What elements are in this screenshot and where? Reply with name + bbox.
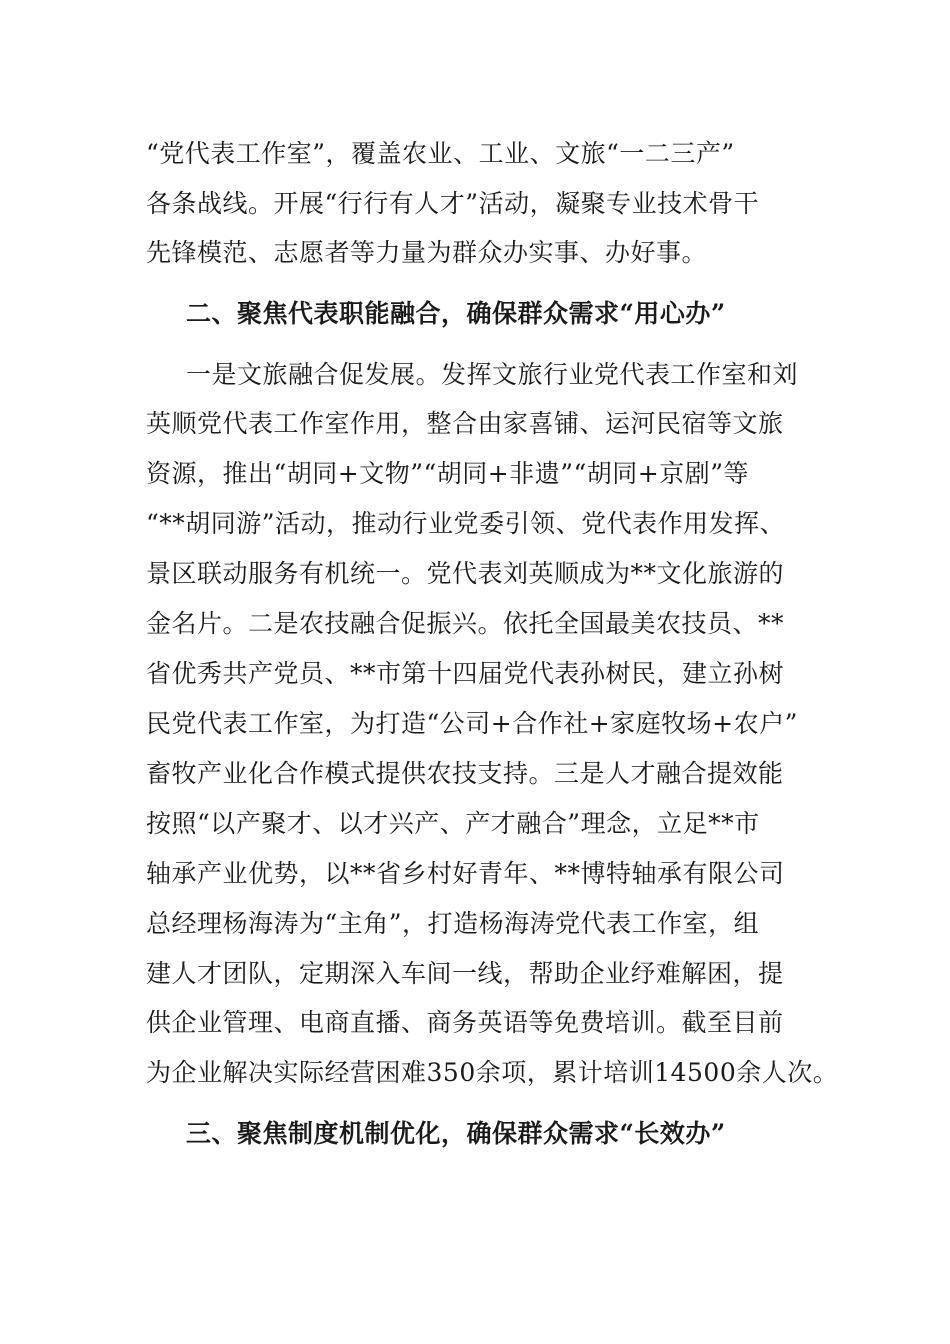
intro-line-1: “党代表工作室”，覆盖农业、工业、文旅“一二三产”	[146, 139, 735, 168]
section-2-line-9: 畜牧产业化合作模式提供农技支持。三是人才融合提效能	[146, 759, 784, 788]
section-2-line-7: 省优秀共产党员、**市第十四届党代表孙树民，建立孙树	[146, 659, 785, 688]
section-2-line-10: 按照“以产聚才、以才兴产、产才融合”理念，立足**市	[146, 809, 760, 838]
section-2-line-12: 总经理杨海涛为“主角”，打造杨海涛党代表工作室，组	[146, 909, 760, 938]
section-2-line-3: 资源，推出“胡同+文物”“胡同+非遗”“胡同+京剧”等	[146, 459, 750, 488]
section-2-line-4: “**胡同游”活动，推动行业党委引领、党代表作用发挥、	[146, 509, 786, 538]
section-3-heading: 三、聚焦制度机制优化，确保群众需求“长效办”	[186, 1119, 726, 1148]
intro-line-2: 各条战线。开展“行行有人才”活动，凝聚专业技术骨干	[146, 189, 760, 218]
intro-line-3: 先锋模范、志愿者等力量为群众办实事、办好事。	[146, 238, 708, 267]
section-2-line-15: 为企业解决实际经营困难350余项，累计培训14500余人次。	[146, 1058, 839, 1087]
section-2-line-1: 一是文旅融合促发展。发挥文旅行业党代表工作室和刘	[186, 360, 799, 389]
section-2-line-14: 供企业管理、电商直播、商务英语等免费培训。截至目前	[146, 1008, 784, 1037]
section-2-line-2: 英顺党代表工作室作用，整合由家喜铺、运河民宿等文旅	[146, 409, 784, 438]
section-2-heading: 二、聚焦代表职能融合，确保群众需求“用心办”	[186, 299, 726, 328]
section-2-line-5: 景区联动服务有机统一。党代表刘英顺成为**文化旅游的	[146, 559, 785, 588]
section-2-line-11: 轴承产业优势，以**省乡村好青年、**博特轴承有限公司	[146, 859, 785, 888]
section-2-line-8: 民党代表工作室，为打造“公司+合作社+家庭牧场+农户”	[146, 709, 798, 738]
section-2-line-13: 建人才团队，定期深入车间一线，帮助企业纾难解困，提	[146, 959, 784, 988]
section-2-line-6: 金名片。二是农技融合促振兴。依托全国最美农技员、**	[146, 609, 785, 638]
